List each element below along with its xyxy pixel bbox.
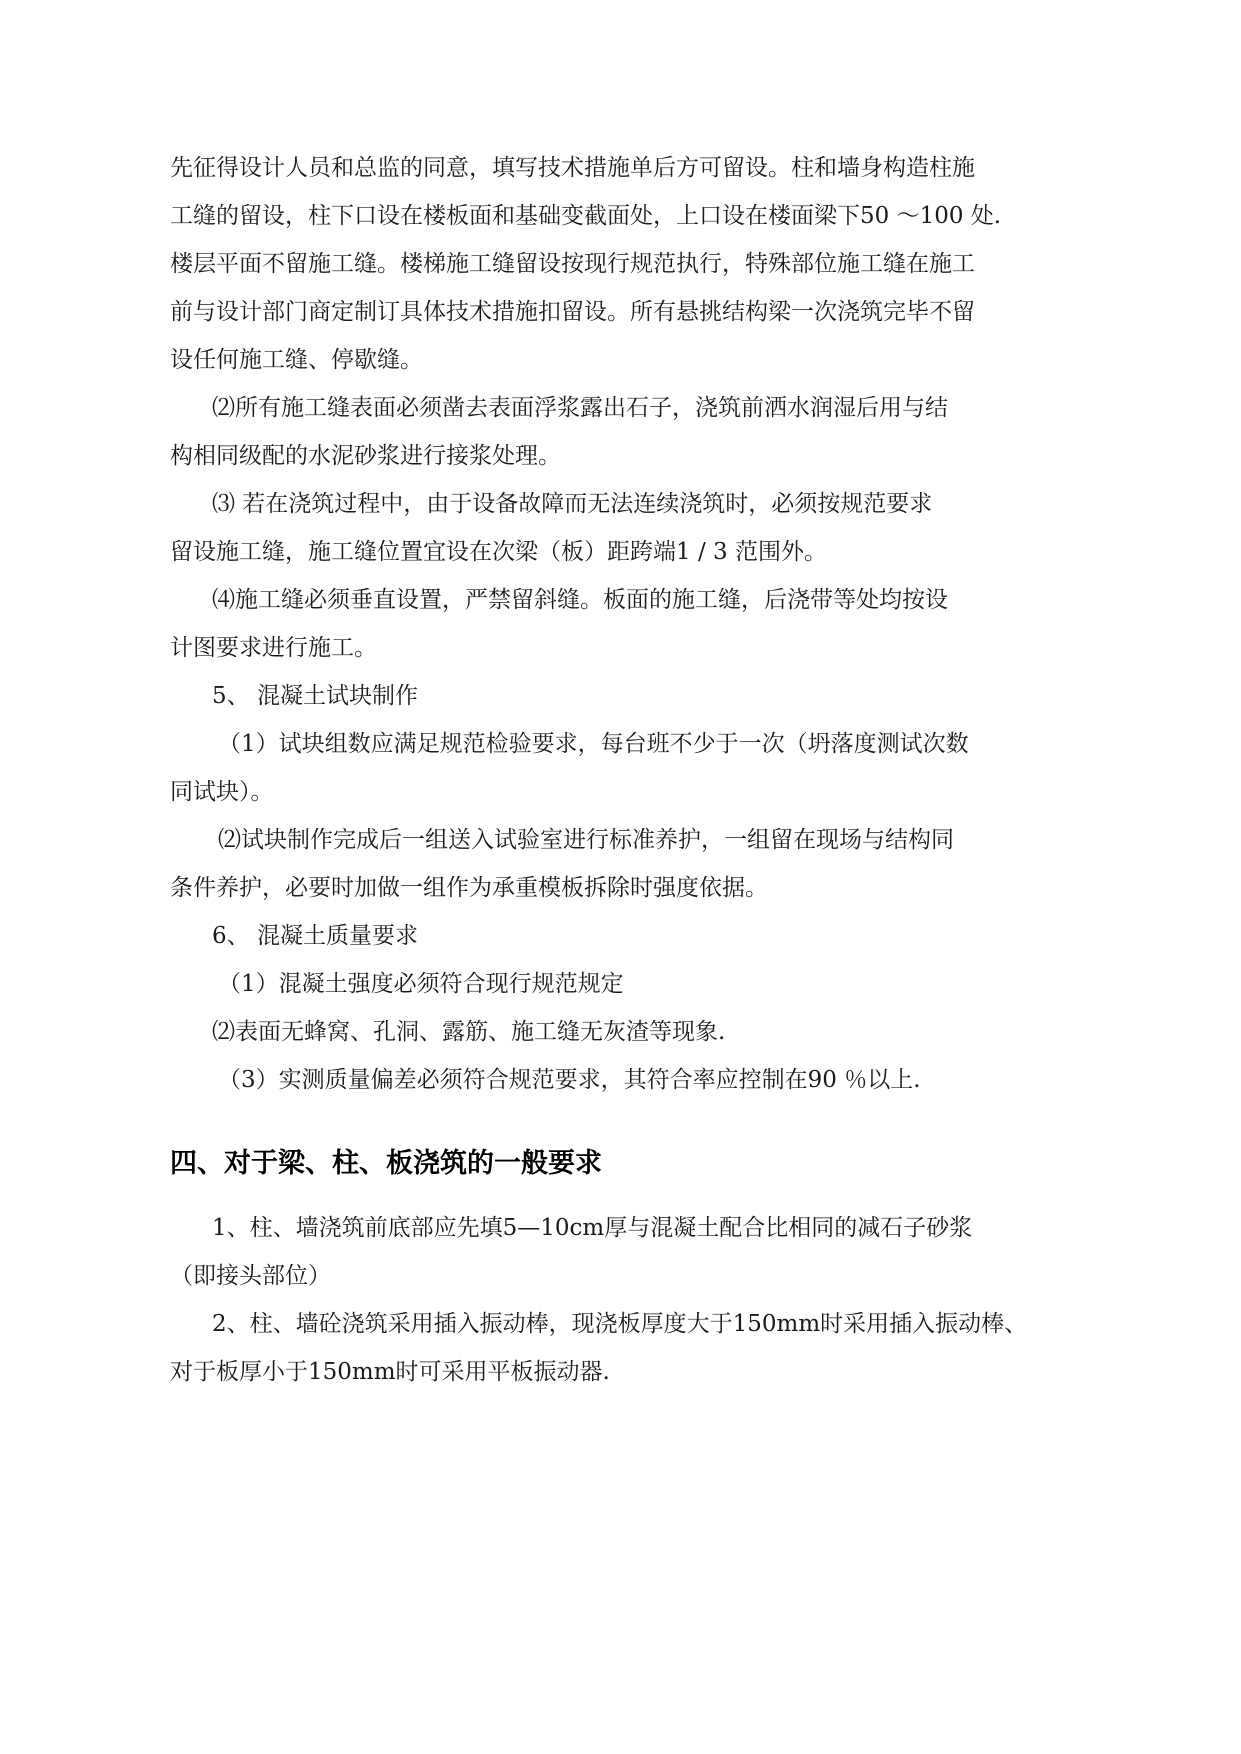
paragraph-line: 构相同级配的水泥砂浆进行接浆处理。 bbox=[170, 443, 561, 469]
paragraph-line: （即接头部位） bbox=[170, 1263, 331, 1289]
paragraph-line: 1、柱、墙浇筑前底部应先填5—10cm厚与混凝土配合比相同的减石子砂浆 bbox=[212, 1215, 973, 1241]
paragraph-line: 同试块）。 bbox=[170, 779, 274, 805]
paragraph-line: 计图要求进行施工。 bbox=[170, 635, 377, 661]
paragraph-line: 留设施工缝，施工缝位置宜设在次梁（板）距跨端1 / 3 范围外。 bbox=[170, 539, 827, 565]
paragraph-line: 前与设计部门商定制订具体技术措施扣留设。所有悬挑结构梁一次浇筑完毕不留 bbox=[170, 299, 975, 325]
paragraph-line: ⑷施工缝必须垂直设置，严禁留斜缝。板面的施工缝，后浇带等处均按设 bbox=[212, 587, 948, 613]
paragraph-line: 条件养护，必要时加做一组作为承重模板拆除时强度依据。 bbox=[170, 875, 768, 901]
paragraph-line: （3）实测质量偏差必须符合规范要求，其符合率应控制在90 ％以上. bbox=[218, 1067, 921, 1093]
paragraph-line: 对于板厚小于150mm时可采用平板振动器. bbox=[170, 1359, 610, 1385]
paragraph-line: 工缝的留设，柱下口设在楼板面和基础变截面处，上口设在楼面梁下50 ～100 处. bbox=[170, 203, 1002, 229]
subheading-line: 6、 混凝土质量要求 bbox=[212, 923, 418, 949]
paragraph-line: （1）试块组数应满足规范检验要求，每台班不少于一次（坍落度测试次数 bbox=[218, 731, 969, 757]
paragraph-line: 先征得设计人员和总监的同意，填写技术措施单后方可留设。柱和墙身构造柱施 bbox=[170, 155, 975, 181]
paragraph-line: ⑵表面无蜂窝、孔洞、露筋、施工缝无灰渣等现象. bbox=[212, 1019, 726, 1045]
paragraph-line: ⑵试块制作完成后一组送入试验室进行标准养护，一组留在现场与结构同 bbox=[218, 827, 954, 853]
paragraph-line: 设任何施工缝、停歇缝。 bbox=[170, 347, 423, 373]
subheading-line: 5、 混凝土试块制作 bbox=[212, 683, 418, 709]
paragraph-line: 2、柱、墙砼浇筑采用插入振动棒，现浇板厚度大于150mm时采用插入振动棒、 bbox=[212, 1311, 1028, 1337]
section-heading: 四、对于梁、柱、板浇筑的一般要求 bbox=[170, 1148, 602, 1179]
paragraph-line: ⑵所有施工缝表面必须凿去表面浮浆露出石子，浇筑前洒水润湿后用与结 bbox=[212, 395, 948, 421]
paragraph-line: ⑶ 若在浇筑过程中，由于设备故障而无法连续浇筑时，必须按规范要求 bbox=[212, 491, 933, 517]
paragraph-line: （1）混凝土强度必须符合现行规范规定 bbox=[218, 971, 624, 997]
paragraph-line: 楼层平面不留施工缝。楼梯施工缝留设按现行规范执行，特殊部位施工缝在施工 bbox=[170, 251, 975, 277]
